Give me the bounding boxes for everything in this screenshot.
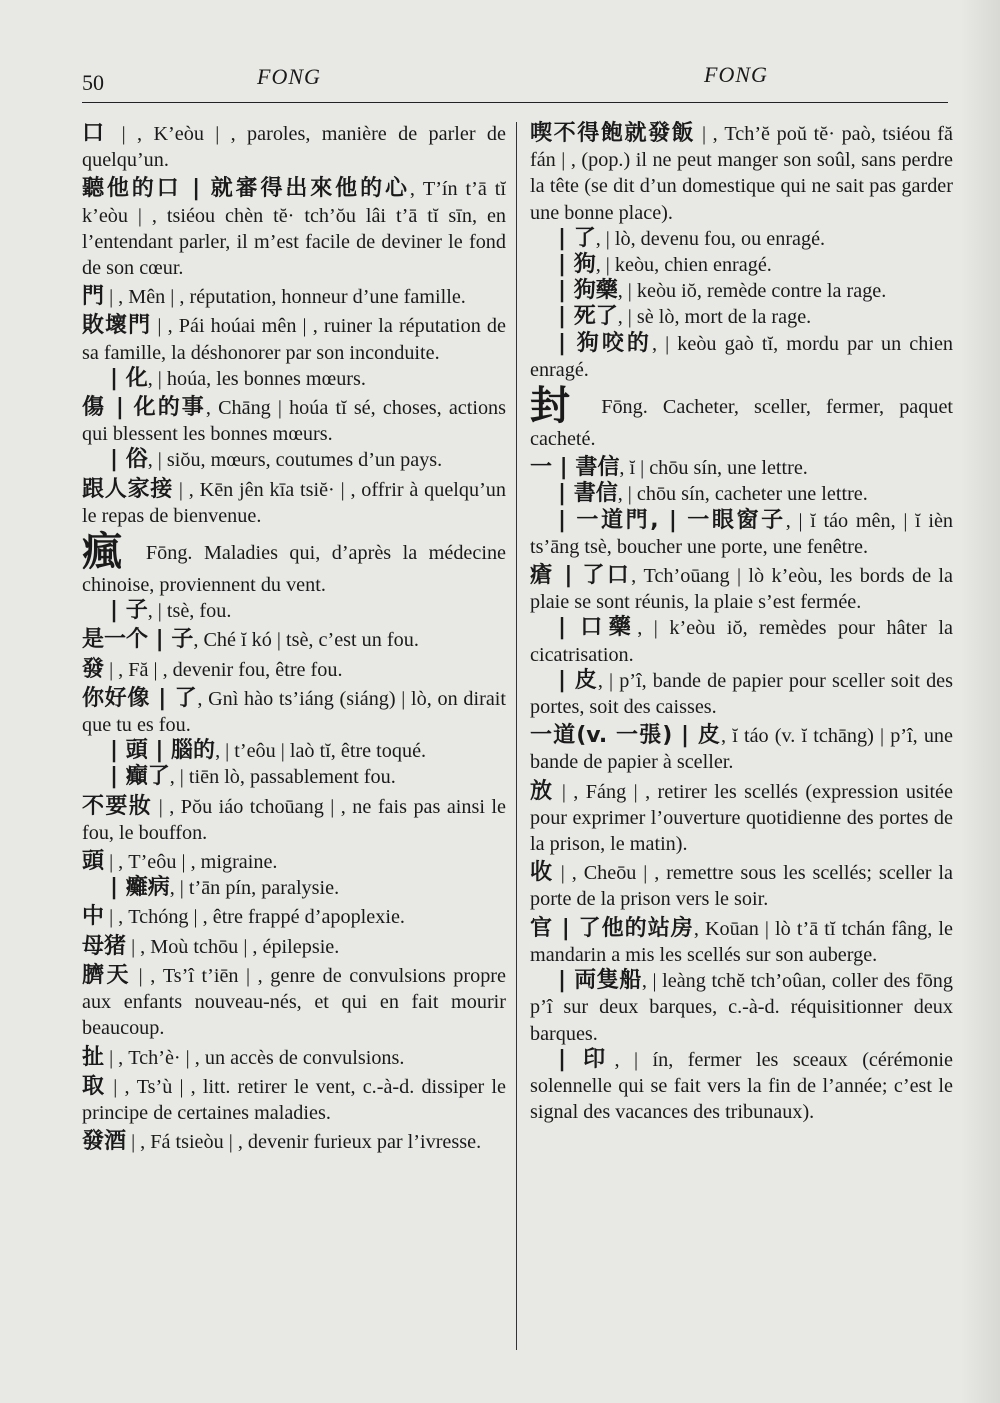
chinese-phrase: 母猪 [82, 933, 127, 959]
chinese-phrase: | 俗 [110, 447, 148, 473]
chinese-phrase: | 了 [558, 225, 596, 251]
definition-text: , Koūan | lò t’ā tĭ tchán fâng, le mandarin a mis les scellés sur son auberge. [530, 917, 953, 966]
chinese-phrase: 聽他的口 | 就審得出來他的心 [82, 176, 410, 202]
dictionary-entry [82, 313, 506, 365]
definition-text: , | keòu, chien enragé. [595, 254, 772, 277]
definition-text: , | tsè, fou. [147, 600, 232, 623]
dictionary-entry [82, 176, 506, 281]
definition-text: | , Fáng | , retirer les scellés (expression usitée pour exprimer l’ouverture quotidienne des portes de la prison, le matin). [530, 780, 953, 856]
dictionary-entry [82, 477, 506, 529]
definition-text: Fōng. Maladies qui, d’après la médecine chinoise, proviennent du vent. [82, 542, 507, 597]
headword-entry [82, 529, 507, 598]
chinese-phrase: | 癲了 [110, 764, 170, 790]
definition-text: | , K’eòu | , paroles, manière de parler de quelqu’un. [82, 123, 506, 172]
definition-text: , | ín, fermer les sceaux (cérémonie solennelle qui se fait vers la fin de l’année; c’est le signal des vacances des tribunaux). [530, 1048, 953, 1124]
chinese-phrase: 一道(v. 一張) | 皮 [530, 723, 721, 749]
running-headword-left: FONG [257, 64, 321, 89]
chinese-phrase: | 頭 | 腦的 [110, 738, 216, 764]
column-divider [516, 122, 517, 1350]
dictionary-entry [530, 278, 953, 304]
chinese-phrase: | 書信 [558, 481, 618, 507]
definition-text: Fōng. Cacheter, sceller, fermer, paquet cacheté. [530, 396, 954, 451]
chinese-phrase: 你好像 | 了 [82, 685, 198, 711]
page-edge-shadow [960, 0, 1000, 1403]
definition-text: , ĭ | chōu sín, une lettre. [619, 457, 808, 480]
definition-text: , | keòu gaò tĭ, mordu par un chien enragé. [530, 332, 953, 381]
definition-text: , | tiēn lò, passablement fou. [169, 766, 396, 789]
definition-text: | , Mên | , réputation, honneur d’une famille. [104, 286, 466, 309]
dictionary-entry [82, 284, 506, 310]
chinese-phrase: | 両隻船 [558, 968, 642, 994]
definition-text: , | sè lò, mort de la rage. [617, 306, 812, 329]
chinese-phrase: 發 [82, 656, 105, 682]
definition-text: , | siŏu, mœurs, coutumes d’un pays. [147, 449, 443, 472]
dictionary-entry [82, 447, 506, 473]
chinese-phrase: | 一道門, | 一眼窗子 [558, 507, 786, 533]
dictionary-entry [530, 668, 953, 720]
chinese-phrase: | 狗 [558, 252, 596, 278]
definition-text: | , T’eôu | , migraine. [104, 851, 278, 874]
dictionary-entry [82, 764, 506, 790]
dictionary-entry [530, 723, 953, 775]
dictionary-entry [82, 934, 506, 960]
dictionary-entry [530, 508, 953, 560]
dictionary-entry [530, 779, 953, 858]
chinese-phrase: | 狗咬的 [558, 330, 652, 356]
dictionary-entry [82, 121, 506, 173]
dictionary-entry [530, 615, 953, 667]
definition-text: , Chāng | hoúa tĭ sé, choses, actions qui blessent les bonnes mœurs. [82, 397, 506, 446]
dictionary-entry [530, 331, 953, 383]
chinese-phrase: 取 [82, 1073, 107, 1099]
chinese-phrase: | 口藥 [558, 615, 638, 641]
chinese-phrase: | 死了 [558, 304, 618, 330]
definition-text: , | keòu iŏ, remède contre la rage. [617, 280, 887, 303]
chinese-phrase: 門 [82, 284, 105, 310]
chinese-phrase: 放 [530, 778, 555, 804]
definition-text: , | t’ān pín, paralysie. [169, 877, 340, 900]
definition-text: | , Ts’ù | , litt. retirer le vent, c.-à-d. dissiper le principe de certaines maladies. [82, 1075, 506, 1124]
dictionary-entry [530, 860, 953, 912]
dictionary-entry [530, 226, 953, 252]
chinese-phrase: 敗壞門 [82, 313, 152, 339]
page-number: 50 [82, 70, 104, 95]
chinese-phrase: 是一个 | 子 [82, 627, 194, 653]
header-rule [82, 102, 948, 103]
definition-text: , Ché ĭ kó | tsè, c’est un fou. [193, 629, 419, 652]
definition-text: , T’ín t’ā tĭ k’eòu | , tsiéou chèn tĕ· tch’ŏu lâi t’ā tĭ sīn, en l’entendant parler, il m’est facile de deviner le fond de son cœur. [82, 178, 507, 280]
chinese-phrase: 扯 [82, 1044, 105, 1070]
chinese-phrase: | 狗藥 [558, 278, 618, 304]
chinese-phrase: 頭 [82, 849, 105, 875]
definition-text: | , Tchóng | , être frappé d’apoplexie. [104, 906, 405, 929]
chinese-phrase: 官 | 了他的站房 [530, 915, 694, 941]
headword-character: 封 [530, 383, 581, 430]
definition-text: | , Pŏu iáo tchoūang | , ne fais pas ainsi le fou, le bouffon. [82, 795, 506, 844]
dictionary-entry [82, 1129, 506, 1155]
chinese-phrase: 喫不得飽就發飯 [530, 121, 696, 146]
chinese-phrase: 發酒 [82, 1129, 127, 1155]
chinese-phrase: | 子 [110, 598, 148, 624]
chinese-phrase: 收 [530, 860, 554, 886]
definition-text: | , Pái hoúai mên | , ruiner la réputation de sa famille, la déshonorer par son inconduite. [82, 315, 506, 364]
definition-text: , | chōu sín, cacheter une lettre. [617, 483, 868, 506]
definition-text: | , Moù tchōu | , épilepsie. [126, 935, 340, 958]
headword-character: 瘋 [82, 529, 129, 576]
definition-text: , | ĭ táo mên, | ĭ ièn ts’āng tsè, boucher une porte, une fenêtre. [530, 509, 953, 558]
chinese-phrase: 一 | 書信 [530, 455, 620, 481]
definition-text: | , Cheōu | , remettre sous les scellés; sceller la porte de la prison vers le soir. [530, 862, 953, 911]
dictionary-entry [82, 794, 506, 846]
right-column [530, 118, 953, 1125]
definition-text: , | leàng tchĕ tch’oûan, coller des fōng p’î sur deux barques, c.-à-d. réquisitionner deux barques. [530, 970, 953, 1045]
definition-text: | , Tch’è· | , un accès de convulsions. [104, 1046, 405, 1069]
chinese-phrase: | 皮 [558, 667, 598, 693]
definition-text: , Gnì hào ts’iáng (siáng) | lò, on dirait que tu es fou. [82, 687, 507, 737]
chinese-phrase: 不要妝 [82, 793, 153, 819]
dictionary-entry [82, 963, 506, 1042]
dictionary-entry [82, 904, 506, 930]
dictionary-entry [530, 455, 953, 481]
chinese-phrase: 跟人家接 [82, 476, 174, 502]
dictionary-entry [82, 657, 506, 683]
chinese-phrase: 傷 | 化的事 [82, 395, 206, 421]
left-column [82, 118, 506, 1155]
definition-text: | , Fá tsieòu | , devenir furieux par l’ivresse. [126, 1131, 482, 1154]
running-headword-right: FONG [704, 62, 768, 87]
definition-text: , Tch’oūang | lò k’eòu, les bords de la plaie se sont réunis, la plaie s’est fermée. [530, 565, 953, 614]
definition-text: | , Kēn jên kīa tsiĕ· | , offrir à quelqu’un le repas de bienvenue. [82, 478, 506, 527]
definition-text: , | p’î, bande de papier pour sceller soit des portes, soit des caisses. [530, 669, 953, 719]
definition-text: , | k’eòu iŏ, remèdes pour hâter la cicatrisation. [530, 617, 953, 666]
chinese-phrase: 瘡 | 了口 [530, 563, 632, 589]
running-header [82, 62, 948, 102]
dictionary-entry [82, 1045, 506, 1071]
dictionary-entry [82, 875, 506, 901]
headword-entry [530, 383, 954, 452]
definition-text: | , Tch’ĕ poŭ tĕ· paò, tsiéou fă fán | , (pop.) il ne peut manger son soûl, sans perdre la tête (se dit d’un domestique qui ne sait pas garder une bonne place). [530, 123, 953, 224]
definition-text: , | t’eôu | laò tĭ, être toqué. [215, 740, 427, 763]
definition-text: , | hoúa, les bonnes mœurs. [147, 367, 366, 390]
chinese-phrase: | 癱病 [110, 875, 170, 901]
definition-text: , ĭ táo (v. ĭ tchāng) | p’î, une bande de papier à sceller. [530, 725, 953, 774]
dictionary-entry [530, 563, 953, 615]
dictionary-entry [82, 395, 506, 447]
dictionary-entry [530, 916, 953, 968]
dictionary-entry [82, 627, 506, 653]
dictionary-entry [530, 968, 953, 1047]
dictionary-entry [530, 481, 953, 507]
definition-text: , | lò, devenu fou, ou enragé. [595, 227, 826, 250]
chinese-phrase: | 化 [110, 365, 148, 391]
dictionary-entry [82, 849, 506, 875]
dictionary-entry [82, 686, 506, 738]
dictionary-entry [530, 121, 953, 226]
definition-text: | , Ts’î t’iēn | , genre de convulsions propre aux enfants nouveau-nés, et qui en fait mourir beaucoup. [82, 964, 506, 1040]
chinese-phrase: 臍天 [82, 962, 132, 988]
chinese-phrase: 中 [82, 904, 105, 930]
chinese-phrase: | 印 [558, 1046, 615, 1072]
dictionary-entry [82, 366, 506, 392]
dictionary-entry [530, 252, 953, 278]
definition-text: | , Fă | , devenir fou, être fou. [104, 658, 343, 681]
chinese-phrase: 口 [82, 121, 111, 146]
dictionary-entry [82, 1074, 506, 1126]
dictionary-entry [82, 598, 506, 624]
dictionary-entry [82, 738, 506, 764]
dictionary-entry [530, 304, 953, 330]
dictionary-entry [530, 1047, 953, 1126]
